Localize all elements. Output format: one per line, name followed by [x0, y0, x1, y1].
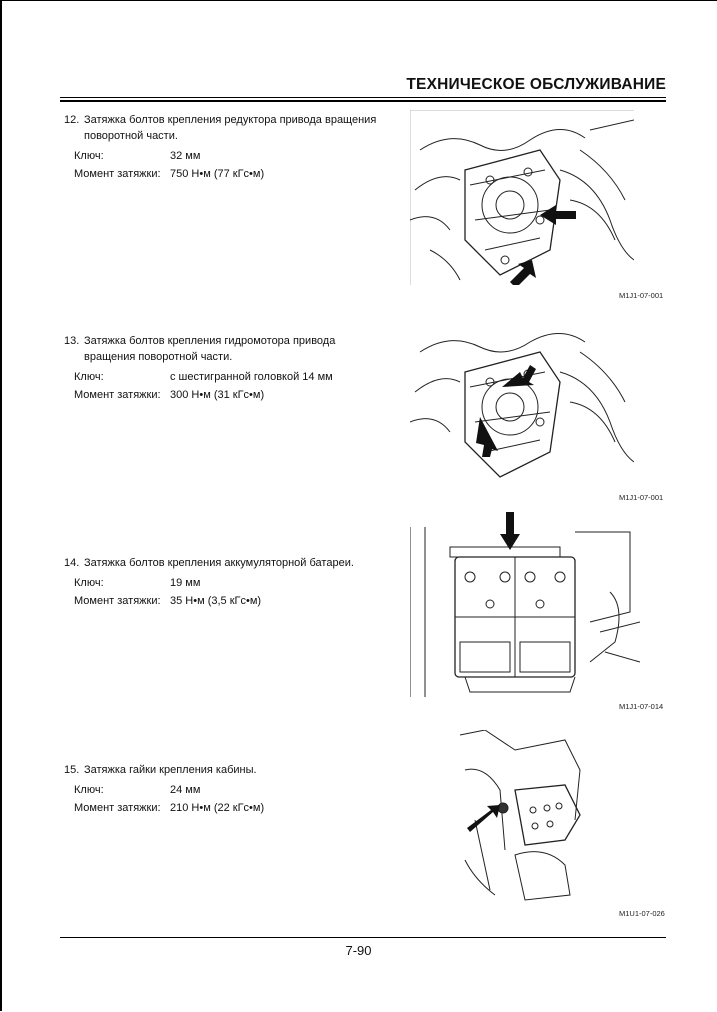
header-rule	[60, 97, 666, 98]
key-label: Ключ:	[74, 577, 104, 589]
figure-swing-reduction-gear	[410, 110, 634, 285]
figure-swing-motor	[410, 317, 634, 487]
key-label: Ключ:	[74, 371, 104, 383]
key-value: с шестигранной головкой 14 мм	[170, 371, 333, 383]
key-value: 24 мм	[170, 784, 201, 796]
item-text: Затяжка гайки крепления кабины.	[84, 764, 257, 776]
item-number: 13.	[64, 335, 80, 347]
torque-value: 300 Н•м (31 кГс•м)	[170, 389, 265, 401]
key-label: Ключ:	[74, 784, 104, 796]
figure-cab-mount	[455, 730, 585, 902]
page-number: 7-90	[345, 943, 372, 958]
figure-battery	[410, 512, 640, 697]
item-text: Затяжка болтов крепления редуктора привода вращения поворотной части.	[84, 114, 377, 142]
figure-label: M1J1-07-001	[619, 291, 664, 300]
item-text: Затяжка болтов крепления гидромотора привода вращения поворотной части.	[84, 335, 336, 363]
instruction-item-12	[64, 112, 384, 182]
instruction-item-15	[64, 762, 384, 816]
torque-value: 210 Н•м (22 кГс•м)	[170, 802, 265, 814]
key-value: 19 мм	[170, 577, 201, 589]
item-text: Затяжка болтов крепления аккумуляторной батареи.	[84, 557, 354, 569]
torque-label: Момент затяжки:	[74, 595, 161, 607]
torque-label: Момент затяжки:	[74, 802, 161, 814]
key-label: Ключ:	[74, 150, 104, 162]
page-title: ТЕХНИЧЕСКОЕ ОБСЛУЖИВАНИЕ	[406, 76, 666, 93]
item-number: 15.	[64, 764, 80, 776]
torque-label: Момент затяжки:	[74, 168, 161, 180]
instruction-item-14	[64, 555, 384, 609]
figure-label: M1J1-07-014	[619, 702, 664, 711]
figure-label: M1U1-07-026	[619, 909, 665, 918]
figure-label: M1J1-07-001	[619, 493, 664, 502]
instruction-item-13	[64, 333, 384, 403]
footer-rule	[60, 937, 666, 938]
header-rule-thick	[60, 100, 666, 102]
key-value: 32 мм	[170, 150, 201, 162]
item-number: 14.	[64, 557, 80, 569]
torque-label: Момент затяжки:	[74, 389, 161, 401]
torque-value: 35 Н•м (3,5 кГс•м)	[170, 595, 262, 607]
item-number: 12.	[64, 114, 80, 126]
torque-value: 750 Н•м (77 кГс•м)	[170, 168, 265, 180]
